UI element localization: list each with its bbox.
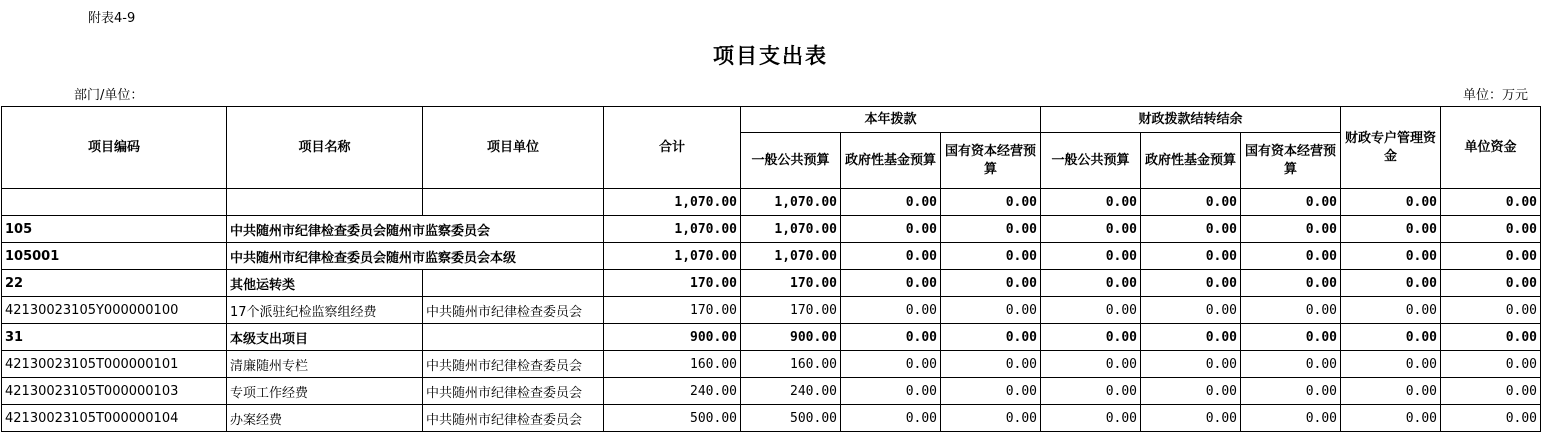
cell-fund-budget: 0.00: [841, 405, 941, 432]
unit-label: 单位：万元: [1462, 88, 1528, 103]
cell-carryover-state-capital: 0.00: [1241, 189, 1341, 216]
col-group-current-year: 本年拨款: [741, 107, 1041, 133]
cell-carryover-state-capital: 0.00: [1241, 216, 1341, 243]
col-header-fund-budget: 政府性基金预算: [841, 133, 941, 189]
cell-carryover-fund: 0.00: [1141, 297, 1241, 324]
col-header-state-capital-budget: 国有资本经营预算: [941, 133, 1041, 189]
cell-code: 22: [2, 270, 227, 297]
cell-name: 中共随州市纪律检查委员会随州市监察委员会本级: [227, 243, 604, 270]
cell-special-funds: 0.00: [1341, 378, 1441, 405]
table-row: [2, 324, 1541, 351]
cell-carryover-fund: 0.00: [1141, 270, 1241, 297]
cell-carryover-general: 0.00: [1041, 324, 1141, 351]
cell-total: 1,070.00: [604, 243, 741, 270]
cell-state-capital-budget: 0.00: [941, 189, 1041, 216]
cell-total: 500.00: [604, 405, 741, 432]
cell-code: 31: [2, 324, 227, 351]
cell-total: 170.00: [604, 297, 741, 324]
cell-special-funds: 0.00: [1341, 216, 1441, 243]
cell-unit: 中共随州市纪律检查委员会: [423, 351, 604, 378]
cell-carryover-general: 0.00: [1041, 243, 1141, 270]
table-row: [2, 351, 1541, 378]
cell-special-funds: 0.00: [1341, 351, 1441, 378]
cell-state-capital-budget: 0.00: [941, 270, 1041, 297]
cell-special-funds: 0.00: [1341, 405, 1441, 432]
cell-unit-funds: 0.00: [1441, 405, 1541, 432]
cell-carryover-state-capital: 0.00: [1241, 297, 1341, 324]
cell-carryover-fund: 0.00: [1141, 243, 1241, 270]
attachment-label: 附表4-9: [88, 11, 136, 26]
cell-state-capital-budget: 0.00: [941, 297, 1041, 324]
cell-unit-funds: 0.00: [1441, 297, 1541, 324]
cell-name: 专项工作经费: [227, 378, 423, 405]
cell-general-budget: 1,070.00: [741, 189, 841, 216]
cell-carryover-fund: 0.00: [1141, 216, 1241, 243]
cell-unit: 中共随州市纪律检查委员会: [423, 405, 604, 432]
project-expenditure-table: [1, 106, 1541, 432]
cell-name: 17个派驻纪检监察组经费: [227, 297, 423, 324]
cell-special-funds: 0.00: [1341, 189, 1441, 216]
cell-name: 清廉随州专栏: [227, 351, 423, 378]
cell-unit-funds: 0.00: [1441, 216, 1541, 243]
cell-general-budget: 170.00: [741, 270, 841, 297]
cell-carryover-fund: 0.00: [1141, 378, 1241, 405]
cell-state-capital-budget: 0.00: [941, 216, 1041, 243]
cell-unit-funds: 0.00: [1441, 351, 1541, 378]
cell-special-funds: 0.00: [1341, 324, 1441, 351]
cell-carryover-fund: 0.00: [1141, 405, 1241, 432]
cell-unit: 中共随州市纪律检查委员会: [423, 297, 604, 324]
col-header-name: 项目名称: [227, 107, 423, 189]
cell-unit-funds: 0.00: [1441, 270, 1541, 297]
cell-code: 105: [2, 216, 227, 243]
page-title: 项目支出表: [713, 44, 828, 68]
cell-state-capital-budget: 0.00: [941, 378, 1041, 405]
cell-general-budget: 1,070.00: [741, 243, 841, 270]
cell-special-funds: 0.00: [1341, 243, 1441, 270]
cell-total: 240.00: [604, 378, 741, 405]
cell-fund-budget: 0.00: [841, 324, 941, 351]
col-header-carryover-fund: 政府性基金预算: [1141, 133, 1241, 189]
cell-carryover-general: 0.00: [1041, 351, 1141, 378]
cell-unit-funds: 0.00: [1441, 243, 1541, 270]
cell-fund-budget: 0.00: [841, 216, 941, 243]
table-row: [2, 297, 1541, 324]
cell-name: 其他运转类: [227, 270, 423, 297]
cell-special-funds: 0.00: [1341, 297, 1441, 324]
cell-fund-budget: 0.00: [841, 378, 941, 405]
cell-carryover-general: 0.00: [1041, 189, 1141, 216]
cell-general-budget: 240.00: [741, 378, 841, 405]
cell-general-budget: 160.00: [741, 351, 841, 378]
col-header-carryover-state-capital: 国有资本经营预算: [1241, 133, 1341, 189]
cell-unit-funds: 0.00: [1441, 324, 1541, 351]
cell-total: 170.00: [604, 270, 741, 297]
cell-code: 42130023105T000000103: [2, 378, 227, 405]
table-row: [2, 216, 1541, 243]
table-row: [2, 378, 1541, 405]
cell-fund-budget: 0.00: [841, 189, 941, 216]
cell-general-budget: 900.00: [741, 324, 841, 351]
col-header-code: 项目编码: [2, 107, 227, 189]
cell-fund-budget: 0.00: [841, 297, 941, 324]
cell-total: 1,070.00: [604, 216, 741, 243]
cell-general-budget: 500.00: [741, 405, 841, 432]
cell-state-capital-budget: 0.00: [941, 243, 1041, 270]
col-header-general-budget: 一般公共预算: [741, 133, 841, 189]
cell-code: 42130023105T000000101: [2, 351, 227, 378]
col-group-carryover: 财政拨款结转结余: [1041, 107, 1341, 133]
cell-total: 160.00: [604, 351, 741, 378]
cell-code: 42130023105Y000000100: [2, 297, 227, 324]
cell-carryover-fund: 0.00: [1141, 324, 1241, 351]
cell-state-capital-budget: 0.00: [941, 351, 1041, 378]
table-row: [2, 405, 1541, 432]
table-row: [2, 243, 1541, 270]
cell-name: [227, 189, 423, 216]
cell-unit: [423, 189, 604, 216]
col-header-unit: 项目单位: [423, 107, 604, 189]
cell-fund-budget: 0.00: [841, 351, 941, 378]
cell-unit-funds: 0.00: [1441, 189, 1541, 216]
cell-unit-funds: 0.00: [1441, 378, 1541, 405]
cell-name: 办案经费: [227, 405, 423, 432]
cell-state-capital-budget: 0.00: [941, 324, 1041, 351]
col-header-unit-funds: 单位资金: [1441, 107, 1541, 189]
cell-carryover-state-capital: 0.00: [1241, 243, 1341, 270]
cell-fund-budget: 0.00: [841, 270, 941, 297]
cell-fund-budget: 0.00: [841, 243, 941, 270]
col-header-carryover-general: 一般公共预算: [1041, 133, 1141, 189]
cell-name: 中共随州市纪律检查委员会随州市监察委员会: [227, 216, 604, 243]
cell-carryover-fund: 0.00: [1141, 351, 1241, 378]
table-row: [2, 189, 1541, 216]
cell-unit: [423, 270, 604, 297]
cell-code: 42130023105T000000104: [2, 405, 227, 432]
department-label: 部门/单位：: [74, 88, 144, 103]
cell-name: 本级支出项目: [227, 324, 423, 351]
cell-code: 105001: [2, 243, 227, 270]
cell-unit: [423, 324, 604, 351]
cell-unit: 中共随州市纪律检查委员会: [423, 378, 604, 405]
cell-carryover-general: 0.00: [1041, 378, 1141, 405]
cell-total: 900.00: [604, 324, 741, 351]
cell-general-budget: 170.00: [741, 297, 841, 324]
cell-special-funds: 0.00: [1341, 270, 1441, 297]
cell-carryover-general: 0.00: [1041, 405, 1141, 432]
cell-carryover-general: 0.00: [1041, 216, 1141, 243]
cell-general-budget: 1,070.00: [741, 216, 841, 243]
col-header-special-funds: 财政专户管理资金: [1341, 107, 1441, 189]
col-header-total: 合计: [604, 107, 741, 189]
cell-code: [2, 189, 227, 216]
cell-carryover-state-capital: 0.00: [1241, 378, 1341, 405]
cell-carryover-general: 0.00: [1041, 270, 1141, 297]
cell-carryover-fund: 0.00: [1141, 189, 1241, 216]
cell-total: 1,070.00: [604, 189, 741, 216]
cell-carryover-state-capital: 0.00: [1241, 324, 1341, 351]
cell-carryover-state-capital: 0.00: [1241, 351, 1341, 378]
cell-state-capital-budget: 0.00: [941, 405, 1041, 432]
table-row: [2, 270, 1541, 297]
cell-carryover-general: 0.00: [1041, 297, 1141, 324]
cell-carryover-state-capital: 0.00: [1241, 405, 1341, 432]
cell-carryover-state-capital: 0.00: [1241, 270, 1341, 297]
